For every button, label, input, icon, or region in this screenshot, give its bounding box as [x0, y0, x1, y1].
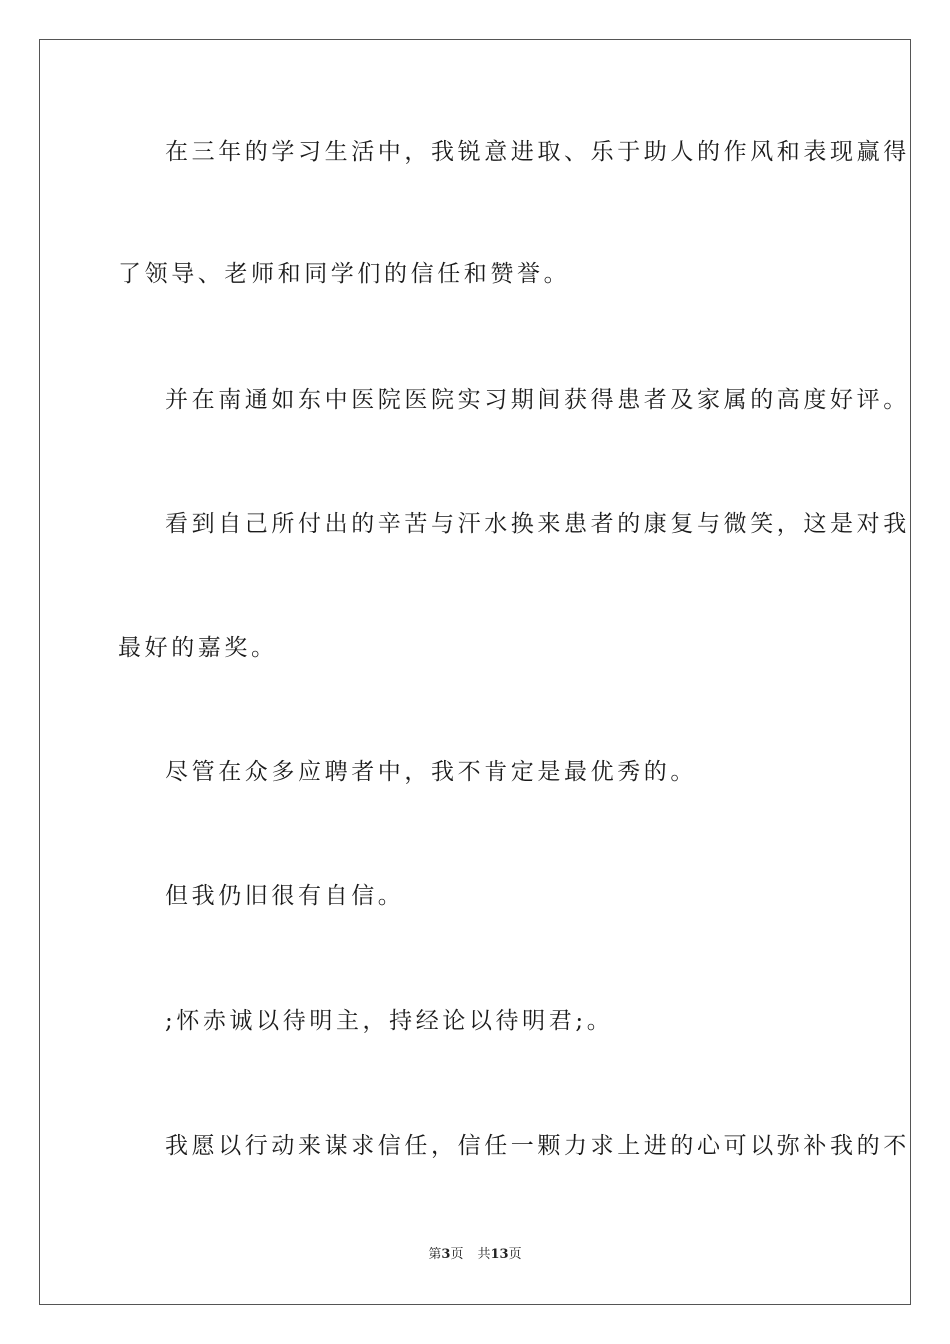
total-pages: 13: [490, 1247, 509, 1262]
total-prefix: 共: [477, 1247, 491, 1262]
paragraph-line: 并在南通如东中医院医院实习期间获得患者及家属的高度好评。: [165, 387, 910, 413]
page-border: [39, 39, 911, 1305]
paragraph-line: 看到自己所付出的辛苦与汗水换来患者的康复与微笑，这是对我: [165, 511, 910, 537]
paragraph-line: 在三年的学习生活中，我锐意进取、乐于助人的作风和表现赢得: [165, 139, 910, 165]
page-footer: [0, 1247, 950, 1263]
paragraph-line: 但我仍旧很有自信。: [165, 883, 405, 909]
paragraph-line: 最好的嘉奖。: [118, 635, 278, 661]
total-suffix: 页: [508, 1247, 522, 1262]
paragraph-line: 我愿以行动来谋求信任，信任一颗力求上进的心可以弥补我的不: [165, 1133, 910, 1159]
paragraph-line: 了领导、老师和同学们的信任和赞誉。: [118, 261, 571, 287]
paragraph-line: ;怀赤诚以待明主，持经论以待明君;。: [165, 1008, 614, 1034]
page-number: 3: [441, 1247, 451, 1262]
page-prefix: 第: [428, 1247, 442, 1262]
page-suffix: 页: [450, 1247, 464, 1262]
paragraph-line: 尽管在众多应聘者中，我不肯定是最优秀的。: [165, 759, 697, 785]
